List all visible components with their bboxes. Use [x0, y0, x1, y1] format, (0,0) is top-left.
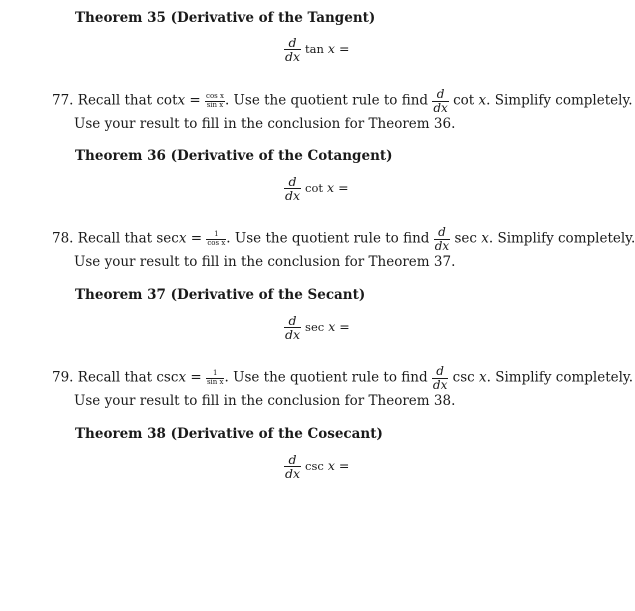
- theorem-38-formula: [284, 453, 349, 480]
- problem-text: . Simplify completely.: [488, 230, 635, 247]
- derivative-operator: $\frac{d}{dx}$: [285, 313, 301, 343]
- derivative-operator: $\frac{d}{dx}$: [432, 364, 448, 392]
- derivative-operator: $\frac{d}{dx}$: [433, 87, 448, 115]
- theorem-35-title: Theorem 35 (Derivative of the Tangent): [75, 10, 376, 26]
- derivative-operator: $\frac{d}{dx}$: [434, 225, 450, 253]
- function-name: sec: [156, 230, 179, 247]
- variable: x: [178, 369, 187, 386]
- equals-sign: =: [190, 230, 203, 247]
- equals-sign: =: [338, 41, 350, 57]
- theorem-37-formula: [284, 314, 350, 341]
- function-name: csc: [305, 459, 324, 474]
- function-name: csc: [452, 369, 475, 386]
- function-name: csc: [156, 369, 179, 386]
- equals-sign: =: [190, 369, 202, 386]
- problem-text: . Use the quotient rule to find: [224, 92, 429, 109]
- problem-78: [52, 225, 635, 271]
- theorem-35-formula: [284, 36, 349, 63]
- theorem-36-formula: [284, 175, 349, 202]
- function-name: cot: [453, 92, 475, 109]
- problem-79: [52, 364, 634, 410]
- problem-number: 79.: [52, 369, 74, 386]
- theorem-37-title: Theorem 37 (Derivative of the Secant): [75, 287, 366, 303]
- variable: x: [481, 230, 489, 247]
- theorem-38-title: Theorem 38 (Derivative of the Cosecant): [75, 426, 383, 442]
- problem-instruction: Use your result to fill in the conclusion for Theorem 37.: [74, 254, 456, 271]
- variable: x: [327, 180, 335, 196]
- problem-text: . Use the quotient rule to find: [226, 230, 430, 247]
- function-name: cot: [305, 181, 324, 196]
- equals-sign: =: [189, 92, 201, 109]
- problem-text: Recall that: [77, 369, 153, 386]
- problem-number: 77.: [52, 92, 74, 109]
- function-name: sec: [305, 320, 325, 335]
- variable: x: [479, 369, 487, 386]
- identity-fraction: $\frac{1}{\text{cos x}}$: [207, 230, 226, 247]
- variable: x: [178, 230, 187, 247]
- problem-instruction: Use your result to fill in the conclusion for Theorem 38.: [74, 393, 456, 410]
- problem-text: . Simplify completely.: [486, 369, 634, 386]
- problem-text: Recall that: [77, 92, 153, 109]
- problem-number: 78.: [52, 230, 74, 247]
- problem-text: Recall that: [77, 230, 153, 247]
- variable: x: [327, 458, 335, 474]
- equals-sign: =: [338, 180, 349, 196]
- variable: x: [328, 319, 336, 335]
- derivative-operator: $\frac{d}{dx}$: [285, 35, 301, 65]
- function-name: sec: [454, 230, 477, 247]
- theorem-36-title: Theorem 36 (Derivative of the Cotangent): [75, 148, 393, 164]
- derivative-operator: $\frac{d}{dx}$: [285, 174, 301, 204]
- equals-sign: =: [339, 319, 350, 335]
- derivative-operator: $\frac{d}{dx}$: [285, 452, 301, 482]
- function-name: tan: [305, 42, 324, 57]
- variable: x: [327, 41, 335, 57]
- equals-sign: =: [338, 458, 350, 474]
- problem-77: [52, 87, 633, 133]
- identity-fraction: $\frac{1}{\text{sin x}}$: [206, 369, 224, 386]
- identity-fraction: $\frac{\text{cos x}}{\text{sin x}}$: [206, 92, 224, 109]
- problem-instruction: Use your result to fill in the conclusion for Theorem 36.: [74, 116, 456, 133]
- problem-text: . Use the quotient rule to find: [224, 369, 428, 386]
- function-name: cot: [156, 92, 178, 109]
- variable: x: [478, 92, 487, 109]
- variable: x: [177, 92, 186, 109]
- problem-text: . Simplify completely.: [486, 92, 633, 109]
